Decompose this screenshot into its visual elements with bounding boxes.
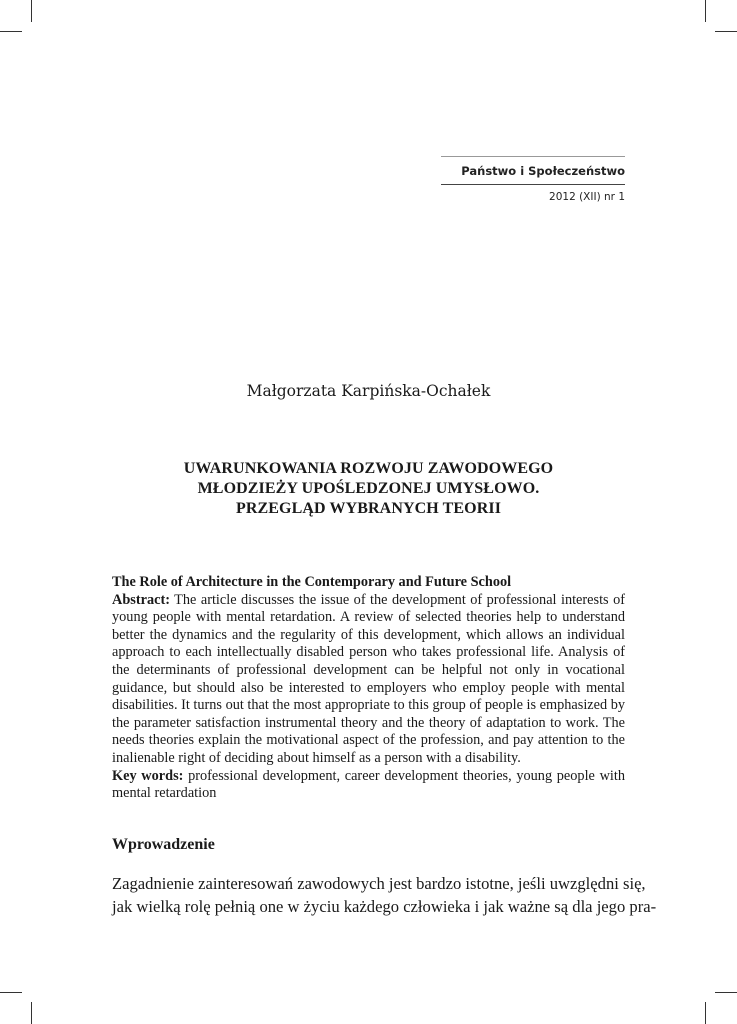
body-text xyxy=(112,873,657,918)
body-line: jak wielką rolę pełnią one w życiu każdego człowieka i jak ważne są dla jego pra- xyxy=(112,896,657,916)
crop-mark xyxy=(705,1002,706,1024)
header-rule xyxy=(441,184,625,185)
header-rule xyxy=(441,156,625,157)
crop-mark xyxy=(0,992,22,993)
english-title: The Role of Architecture in the Contemporary and Future School xyxy=(112,574,512,590)
author-name: Małgorzata Karpińska-Ochałek xyxy=(246,382,491,400)
keywords-paragraph xyxy=(112,768,625,803)
crop-mark xyxy=(31,1002,32,1024)
body-line: Zagadnienie zainteresowań zawodowych jest bardzo istotne, jeśli uwzględni się, xyxy=(112,874,646,893)
crop-mark xyxy=(715,992,737,993)
abstract-label: Abstract: xyxy=(112,591,170,608)
abstract-block xyxy=(112,574,625,803)
title-line: MŁODZIEŻY UPOŚLEDZONEJ UMYSŁOWO. xyxy=(197,480,540,497)
crop-mark xyxy=(705,0,706,22)
crop-mark xyxy=(31,0,32,22)
abstract-paragraph xyxy=(112,592,625,768)
journal-name: Państwo i Społeczeństwo xyxy=(461,164,625,178)
abstract-text: The article discusses the issue of the development of professional interests of young people with mental retardation. A review of selected theories help to understand better the dynamics and the regularity of this development, which allows an individual approach to each intellectually disabled person who takes professional life. Analysis of the determinants of professional development can be helpful not only in vocational guidance, but should also be interested to employers who employ people with mental disabilities. It turns out that the most appropriate to this group of people is emphasized by the parameter satisfaction instrumental theory and the theory of adaptation to work. The needs theories explain the motivational aspect of the profession, and pay attention to the inalienable right of deciding about himself as a person with a disability. xyxy=(112,591,626,766)
keywords-text: professional development, career development theories, young people with mental retardation xyxy=(112,767,625,802)
journal-header xyxy=(441,156,625,203)
title-line: PRZEGLĄD WYBRANYCH TEORII xyxy=(235,500,502,517)
title-line: UWARUNKOWANIA ROZWOJU ZAWODOWEGO xyxy=(183,460,554,477)
keywords-label: Key words: xyxy=(112,767,184,784)
crop-mark xyxy=(0,31,22,32)
section-heading: Wprowadzenie xyxy=(112,836,215,853)
crop-mark xyxy=(715,31,737,32)
journal-issue: 2012 (XII) nr 1 xyxy=(549,191,625,203)
article-title xyxy=(112,459,625,519)
